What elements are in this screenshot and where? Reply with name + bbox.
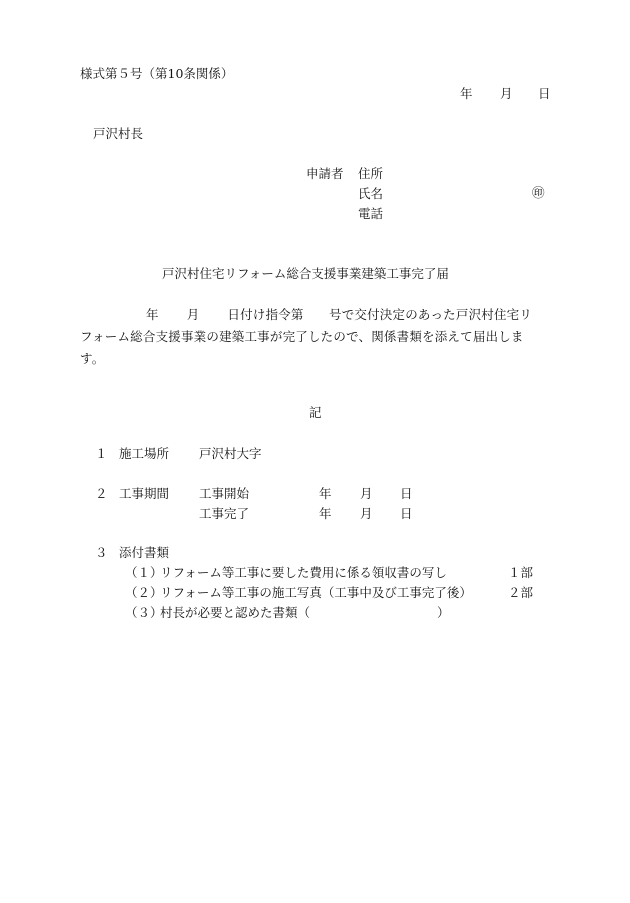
header-date-day: 日 [538,86,551,101]
item1-value: 戸沢村大字 [199,446,262,461]
doc3-text: 村長が必要と認めた書類（ [160,605,311,620]
body-line2: フォーム総合支援事業の建築工事が完了したので、関係書類を添えて届出しま [80,329,524,344]
phone-label: 電話 [358,206,384,221]
header-date-month: 月 [500,86,513,101]
item1-label: 施工場所 [119,446,170,461]
start-year: 年 [319,486,332,501]
body-line1: 日付け指令第 号で交付決定のあった戸沢村住宅リ [227,307,533,322]
addressee: 戸沢村長 [93,126,144,141]
doc1-number: （１） [125,565,163,580]
item1-number: １ [95,446,108,461]
header-date-year: 年 [460,86,473,101]
body-paragraph [80,304,550,370]
body-month: 月 [186,307,200,322]
doc2-text: リフォーム等工事の施工写真（工事中及び工事完了後） [160,585,472,600]
item2-label: 工事期間 [119,486,170,501]
end-label: 工事完了 [199,506,250,521]
end-year: 年 [319,506,332,521]
ki-heading: 記 [309,405,322,420]
document-title: 戸沢村住宅リフォーム総合支援事業建築工事完了届 [162,266,449,281]
doc1-text: リフォーム等工事に要した費用に係る領収書の写し [160,565,447,580]
item3-label: 添付書類 [119,545,170,560]
applicant-label: 申請者 [306,166,344,181]
doc3-close-paren: ） [437,605,450,620]
body-year: 年 [146,307,159,322]
seal-mark: ㊞ [532,185,545,200]
doc1-count: １部 [508,565,534,580]
item3-number: ３ [95,545,108,560]
start-label: 工事開始 [199,486,250,501]
doc3-number: （３） [125,605,163,620]
address-label: 住所 [358,166,384,181]
doc2-number: （２） [125,585,163,600]
body-line3: す。 [80,351,105,366]
item2-number: ２ [95,486,108,501]
end-day: 日 [400,506,413,521]
doc2-count: ２部 [508,585,534,600]
name-label: 氏名 [358,186,384,201]
start-day: 日 [400,486,413,501]
end-month: 月 [360,506,373,521]
start-month: 月 [360,486,373,501]
form-number: 様式第５号（第10条関係） [80,66,234,81]
